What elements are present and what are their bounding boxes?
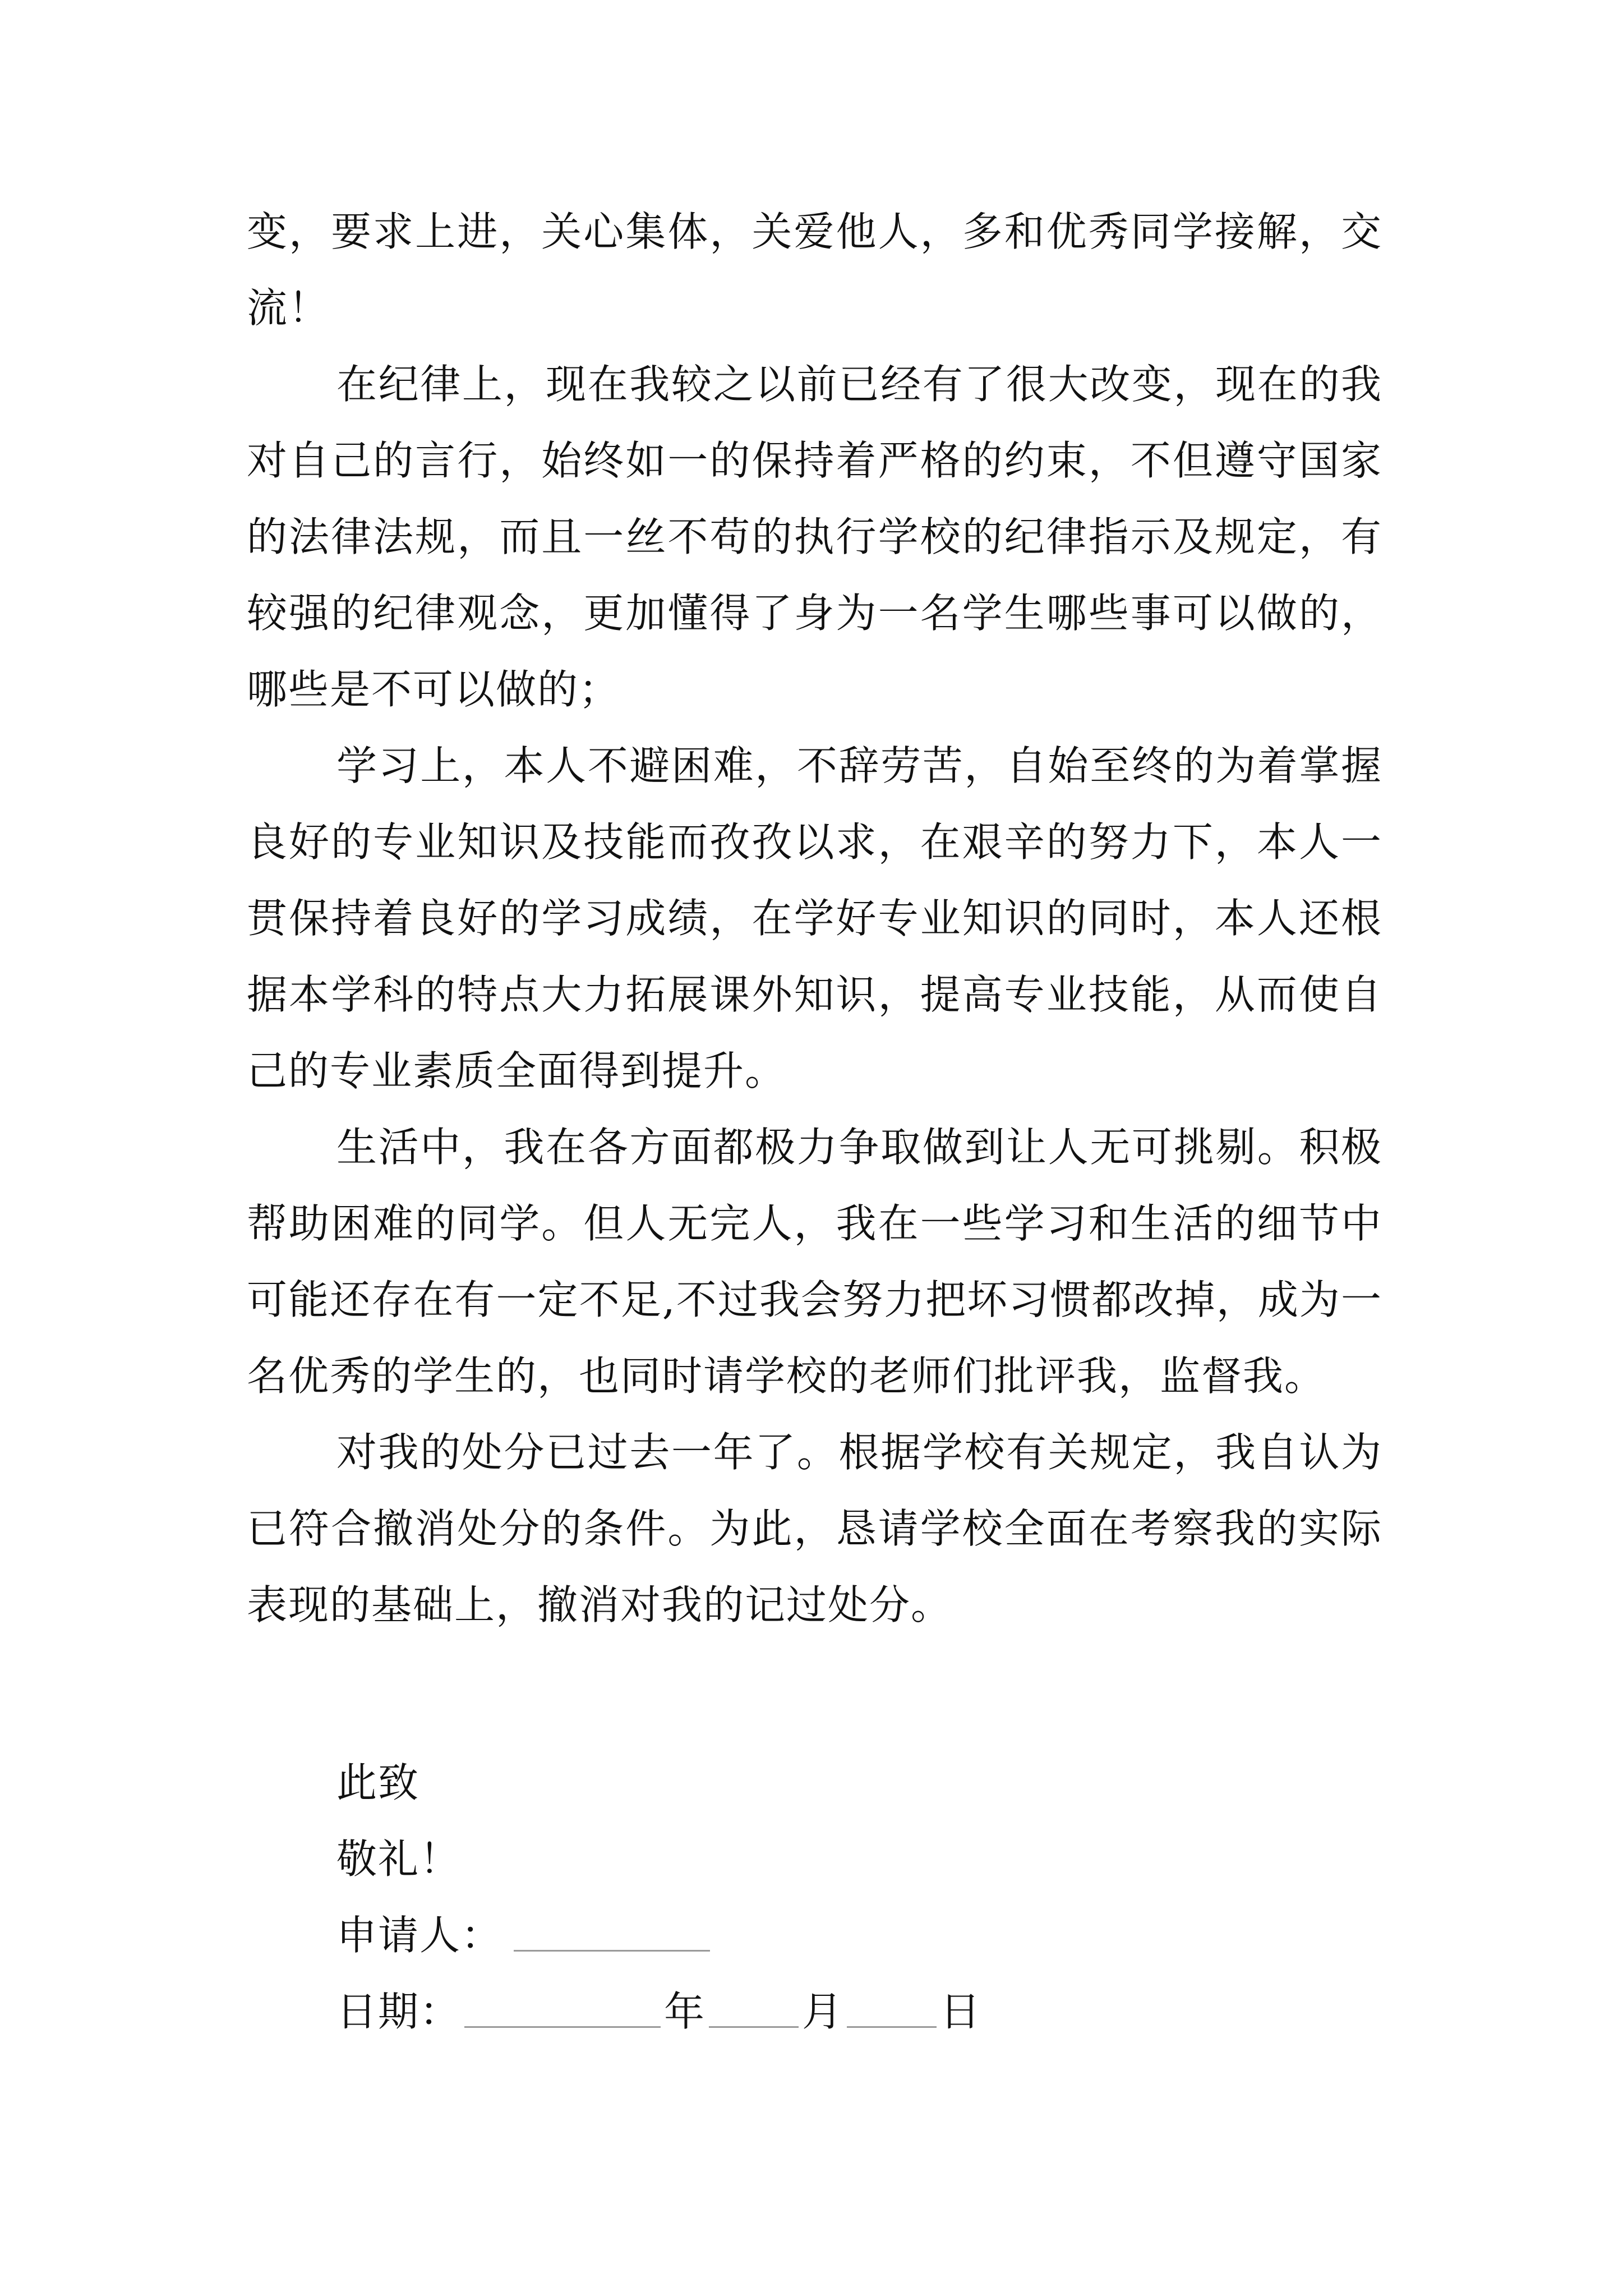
salutation-line-2: 敬礼！	[336, 1835, 462, 1883]
date-line	[336, 1973, 1402, 2050]
paragraph-continuation: 变，要求上进，关心集体，关爱他人，多和优秀同学接解，交流！	[247, 208, 1382, 332]
date-label: 日期：	[336, 1988, 462, 2035]
day-label: 日	[940, 1988, 982, 2035]
paragraph-discipline: 在纪律上，现在我较之以前已经有了很大改变，现在的我对自己的言行，始终如一的保持着严格的约束，不但遵守国家的法律法规，而且一丝不苟的执行学校的纪律指示及规定，有较强的纪律观念，更加懂得了身为一名学生哪些事可以做的，哪些是不可以做的；	[247, 361, 1382, 713]
day-blank	[847, 1993, 937, 2028]
applicant-line	[336, 1897, 1402, 1973]
applicant-name-blank	[514, 1916, 710, 1952]
salutation-line-1: 此致	[336, 1759, 420, 1806]
month-label: 月	[802, 1988, 844, 2035]
year-label: 年	[664, 1988, 706, 2035]
paragraph-request: 对我的处分已过去一年了。根据学校有关规定，我自认为已符合撤消处分的条件。为此，恳请学校全面在考察我的实际表现的基础上，撤消对我的记过处分。	[247, 1429, 1382, 1628]
applicant-label: 申请人：	[336, 1912, 503, 1959]
year-blank	[464, 1993, 661, 2028]
paragraph-life: 生活中，我在各方面都极力争取做到让人无可挑剔。积极帮助困难的同学。但人无完人，我在一些学习和生活的细节中可能还存在有一定不足,不过我会努力把坏习惯都改掉，成为一名优秀的学生的，也同时请学校的老师们批评我，监督我。	[247, 1124, 1382, 1400]
paragraph-study: 学习上，本人不避困难，不辞劳苦，自始至终的为着掌握良好的专业知识及技能而孜孜以求，在艰辛的努力下，本人一贯保持着良好的学习成绩，在学好专业知识的同时，本人还根据本学科的特点大力拓展课外知识，提高专业技能，从而使自己的专业素质全面得到提升。	[247, 742, 1382, 1094]
month-blank	[709, 1993, 799, 2028]
letter-body	[247, 194, 1382, 1643]
letter-closing	[336, 1745, 1402, 2050]
